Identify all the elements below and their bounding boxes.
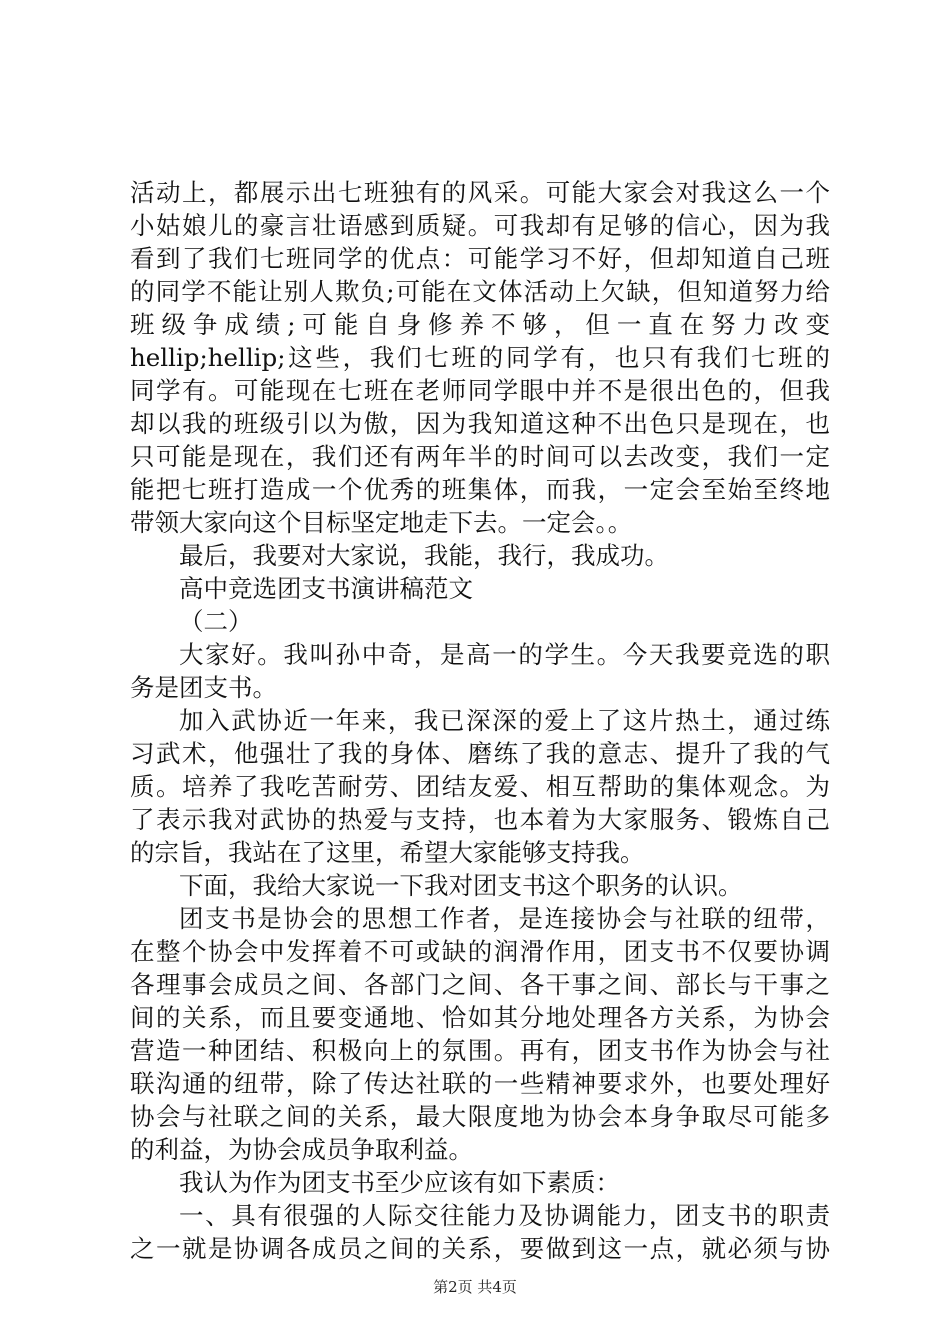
text-line: 我认为作为团支书至少应该有如下素质： bbox=[179, 1168, 620, 1197]
text-line: 团支书是协会的思想工作者，是连接协会与社联的纽带， bbox=[179, 904, 830, 933]
text-line: 带领大家向这个目标坚定地走下去。一定会。。 bbox=[130, 508, 633, 537]
text-line: 班级争成绩;可能自身修养不够，但一直在努力改变 bbox=[130, 310, 830, 339]
text-line: 间的关系，而且要变通地、恰如其分地处理各方关系，为协会 bbox=[130, 1003, 830, 1032]
text-line: 能把七班打造成一个优秀的班集体，而我，一定会至始至终地 bbox=[130, 475, 830, 504]
text-line: 各理事会成员之间、各部门之间、各干事之间、部长与干事之 bbox=[130, 970, 830, 999]
text-line: （二） bbox=[179, 607, 253, 636]
document-body bbox=[130, 176, 830, 1265]
text-line: 只可能是现在，我们还有两年半的时间可以去改变，我们一定 bbox=[130, 442, 830, 471]
text-line: 同学有。可能现在七班在老师同学眼中并不是很出色的，但我 bbox=[130, 376, 830, 405]
page-footer: 第2页 共4页 bbox=[433, 1278, 517, 1296]
text-line: 大家好。我叫孙中奇，是高一的学生。今天我要竞选的职 bbox=[179, 640, 830, 669]
text-line: 之一就是协调各成员之间的关系，要做到这一点，就必须与协 bbox=[130, 1234, 830, 1263]
text-line: 却以我的班级引以为傲，因为我知道这种不出色只是现在，也 bbox=[130, 409, 830, 438]
text-line: 看到了我们七班同学的优点：可能学习不好，但却知道自己班 bbox=[130, 244, 830, 273]
text-line: 了表示我对武协的热爱与支持，也本着为大家服务、锻炼自己 bbox=[130, 805, 830, 834]
text-line: 在整个协会中发挥着不可或缺的润滑作用，团支书不仅要协调 bbox=[130, 937, 830, 966]
text-line: 小姑娘儿的豪言壮语感到质疑。可我却有足够的信心，因为我 bbox=[130, 211, 830, 240]
text-line: 营造一种团结、积极向上的氛围。再有，团支书作为协会与社 bbox=[130, 1036, 830, 1065]
text-line: 的宗旨，我站在了这里，希望大家能够支持我。 bbox=[130, 838, 645, 867]
text-line: 活动上，都展示出七班独有的风采。可能大家会对我这么一个 bbox=[130, 178, 830, 207]
text-line: 的利益，为协会成员争取利益。 bbox=[130, 1135, 473, 1164]
text-line: 务是团支书。 bbox=[130, 673, 277, 702]
text-line: 加入武协近一年来，我已深深的爱上了这片热土，通过练 bbox=[179, 706, 830, 735]
text-line: 最后，我要对大家说，我能，我行，我成功。 bbox=[179, 541, 669, 570]
text-line: hellip;hellip;这些，我们七班的同学有，也只有我们七班的 bbox=[130, 343, 830, 372]
text-line: 下面，我给大家说一下我对团支书这个职务的认识。 bbox=[179, 871, 743, 900]
text-line: 协会与社联之间的关系，最大限度地为协会本身争取尽可能多 bbox=[130, 1102, 830, 1131]
text-line: 质。培养了我吃苦耐劳、团结友爱、相互帮助的集体观念。为 bbox=[130, 772, 830, 801]
text-line: 习武术，他强壮了我的身体、磨练了我的意志、提升了我的气 bbox=[130, 739, 830, 768]
text-line: 的同学不能让别人欺负;可能在文体活动上欠缺，但知道努力给 bbox=[130, 277, 830, 306]
text-line: 联沟通的纽带，除了传达社联的一些精神要求外，也要处理好 bbox=[130, 1069, 830, 1098]
text-line: 高中竞选团支书演讲稿范文 bbox=[179, 574, 473, 603]
text-line: 一、具有很强的人际交往能力及协调能力，团支书的职责 bbox=[179, 1201, 830, 1230]
